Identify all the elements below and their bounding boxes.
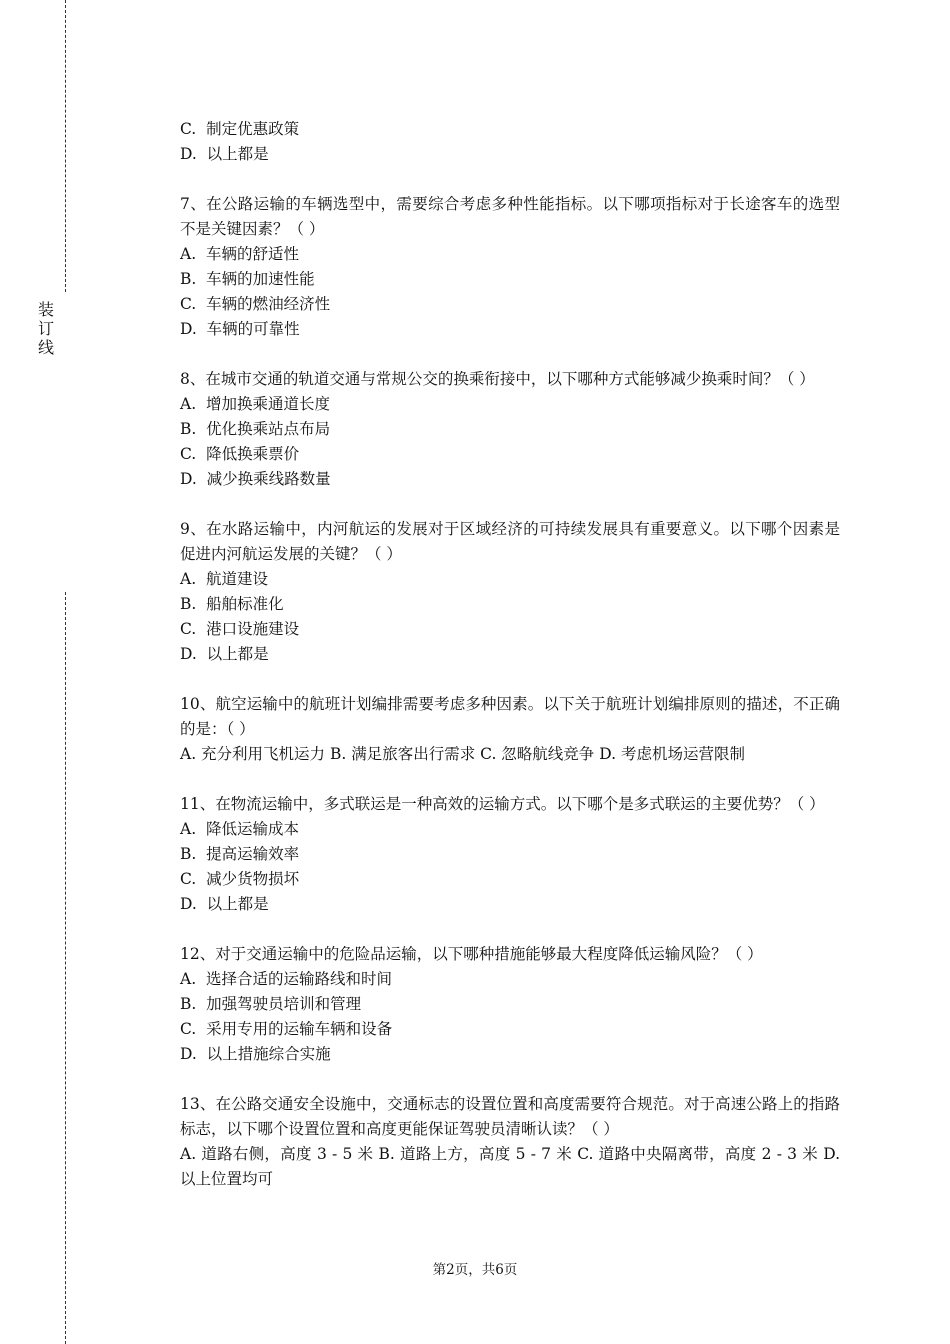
option-b: B. 优化换乘站点布局 <box>180 420 331 438</box>
page-number: 第2页，共6页 <box>432 1262 518 1278</box>
option-d: D. 以上都是 <box>180 145 269 163</box>
binding-line-bottom <box>65 592 66 1344</box>
question-12 <box>180 942 840 1067</box>
question-stem: 12、对于交通运输中的危险品运输，以下哪种措施能够最大程度降低运输风险？（ ） <box>180 945 763 963</box>
option-a: A. 降低运输成本 <box>180 820 299 838</box>
option-d: D. 车辆的可靠性 <box>180 320 300 338</box>
option-c: C. 制定优惠政策 <box>180 120 300 138</box>
binding-line-top <box>65 0 66 292</box>
question-10 <box>180 692 840 767</box>
option-c: C. 港口设施建设 <box>180 620 300 638</box>
inline-options: A. 充分利用飞机运力 B. 满足旅客出行需求 C. 忽略航线竞争 D. 考虑机场运营限制 <box>180 745 745 763</box>
option-c: C. 采用专用的运输车辆和设备 <box>180 1020 393 1038</box>
option-c: C. 降低换乘票价 <box>180 445 300 463</box>
option-c: C. 减少货物损坏 <box>180 870 300 888</box>
question-11 <box>180 792 840 917</box>
binding-label: 装订线 <box>37 300 54 357</box>
option-d: D. 以上措施综合实施 <box>180 1045 331 1063</box>
option-d: D. 以上都是 <box>180 895 269 913</box>
question-8 <box>180 367 840 492</box>
question-stem: 9、在水路运输中，内河航运的发展对于区域经济的可持续发展具有重要意义。以下哪个因素是促进内河航运发展的关键？（ ） <box>180 520 840 563</box>
question-6-continued <box>180 117 840 167</box>
question-13 <box>180 1092 840 1192</box>
option-a: A. 车辆的舒适性 <box>180 245 299 263</box>
inline-options: A. 道路右侧，高度 3 - 5 米 B. 道路上方，高度 5 - 7 米 C. 道路中央隔离带，高度 2 - 3 米 D. 以上位置均可 <box>180 1145 840 1188</box>
option-a: A. 增加换乘通道长度 <box>180 395 330 413</box>
option-a: A. 选择合适的运输路线和时间 <box>180 970 392 988</box>
question-stem: 13、在公路交通安全设施中，交通标志的设置位置和高度需要符合规范。对于高速公路上的指路标志，以下哪个设置位置和高度更能保证驾驶员清晰认读？（ ） <box>180 1095 840 1138</box>
option-a: A. 航道建设 <box>180 570 268 588</box>
question-9 <box>180 517 840 667</box>
question-stem: 11、在物流运输中，多式联运是一种高效的运输方式。以下哪个是多式联运的主要优势？（ ） <box>180 795 825 813</box>
option-b: B. 加强驾驶员培训和管理 <box>180 995 362 1013</box>
question-7 <box>180 192 840 342</box>
option-d: D. 以上都是 <box>180 645 269 663</box>
question-stem: 10、航空运输中的航班计划编排需要考虑多种因素。以下关于航班计划编排原则的描述，不正确的是：（ ） <box>180 695 840 738</box>
option-b: B. 车辆的加速性能 <box>180 270 315 288</box>
option-d: D. 减少换乘线路数量 <box>180 470 331 488</box>
question-content <box>180 117 840 1217</box>
option-c: C. 车辆的燃油经济性 <box>180 295 331 313</box>
question-stem: 8、在城市交通的轨道交通与常规公交的换乘衔接中，以下哪种方式能够减少换乘时间？（ ） <box>180 370 815 388</box>
question-stem: 7、在公路运输的车辆选型中，需要综合考虑多种性能指标。以下哪项指标对于长途客车的选型不是关键因素？（ ） <box>180 195 840 238</box>
option-b: B. 提高运输效率 <box>180 845 300 863</box>
option-b: B. 船舶标准化 <box>180 595 284 613</box>
